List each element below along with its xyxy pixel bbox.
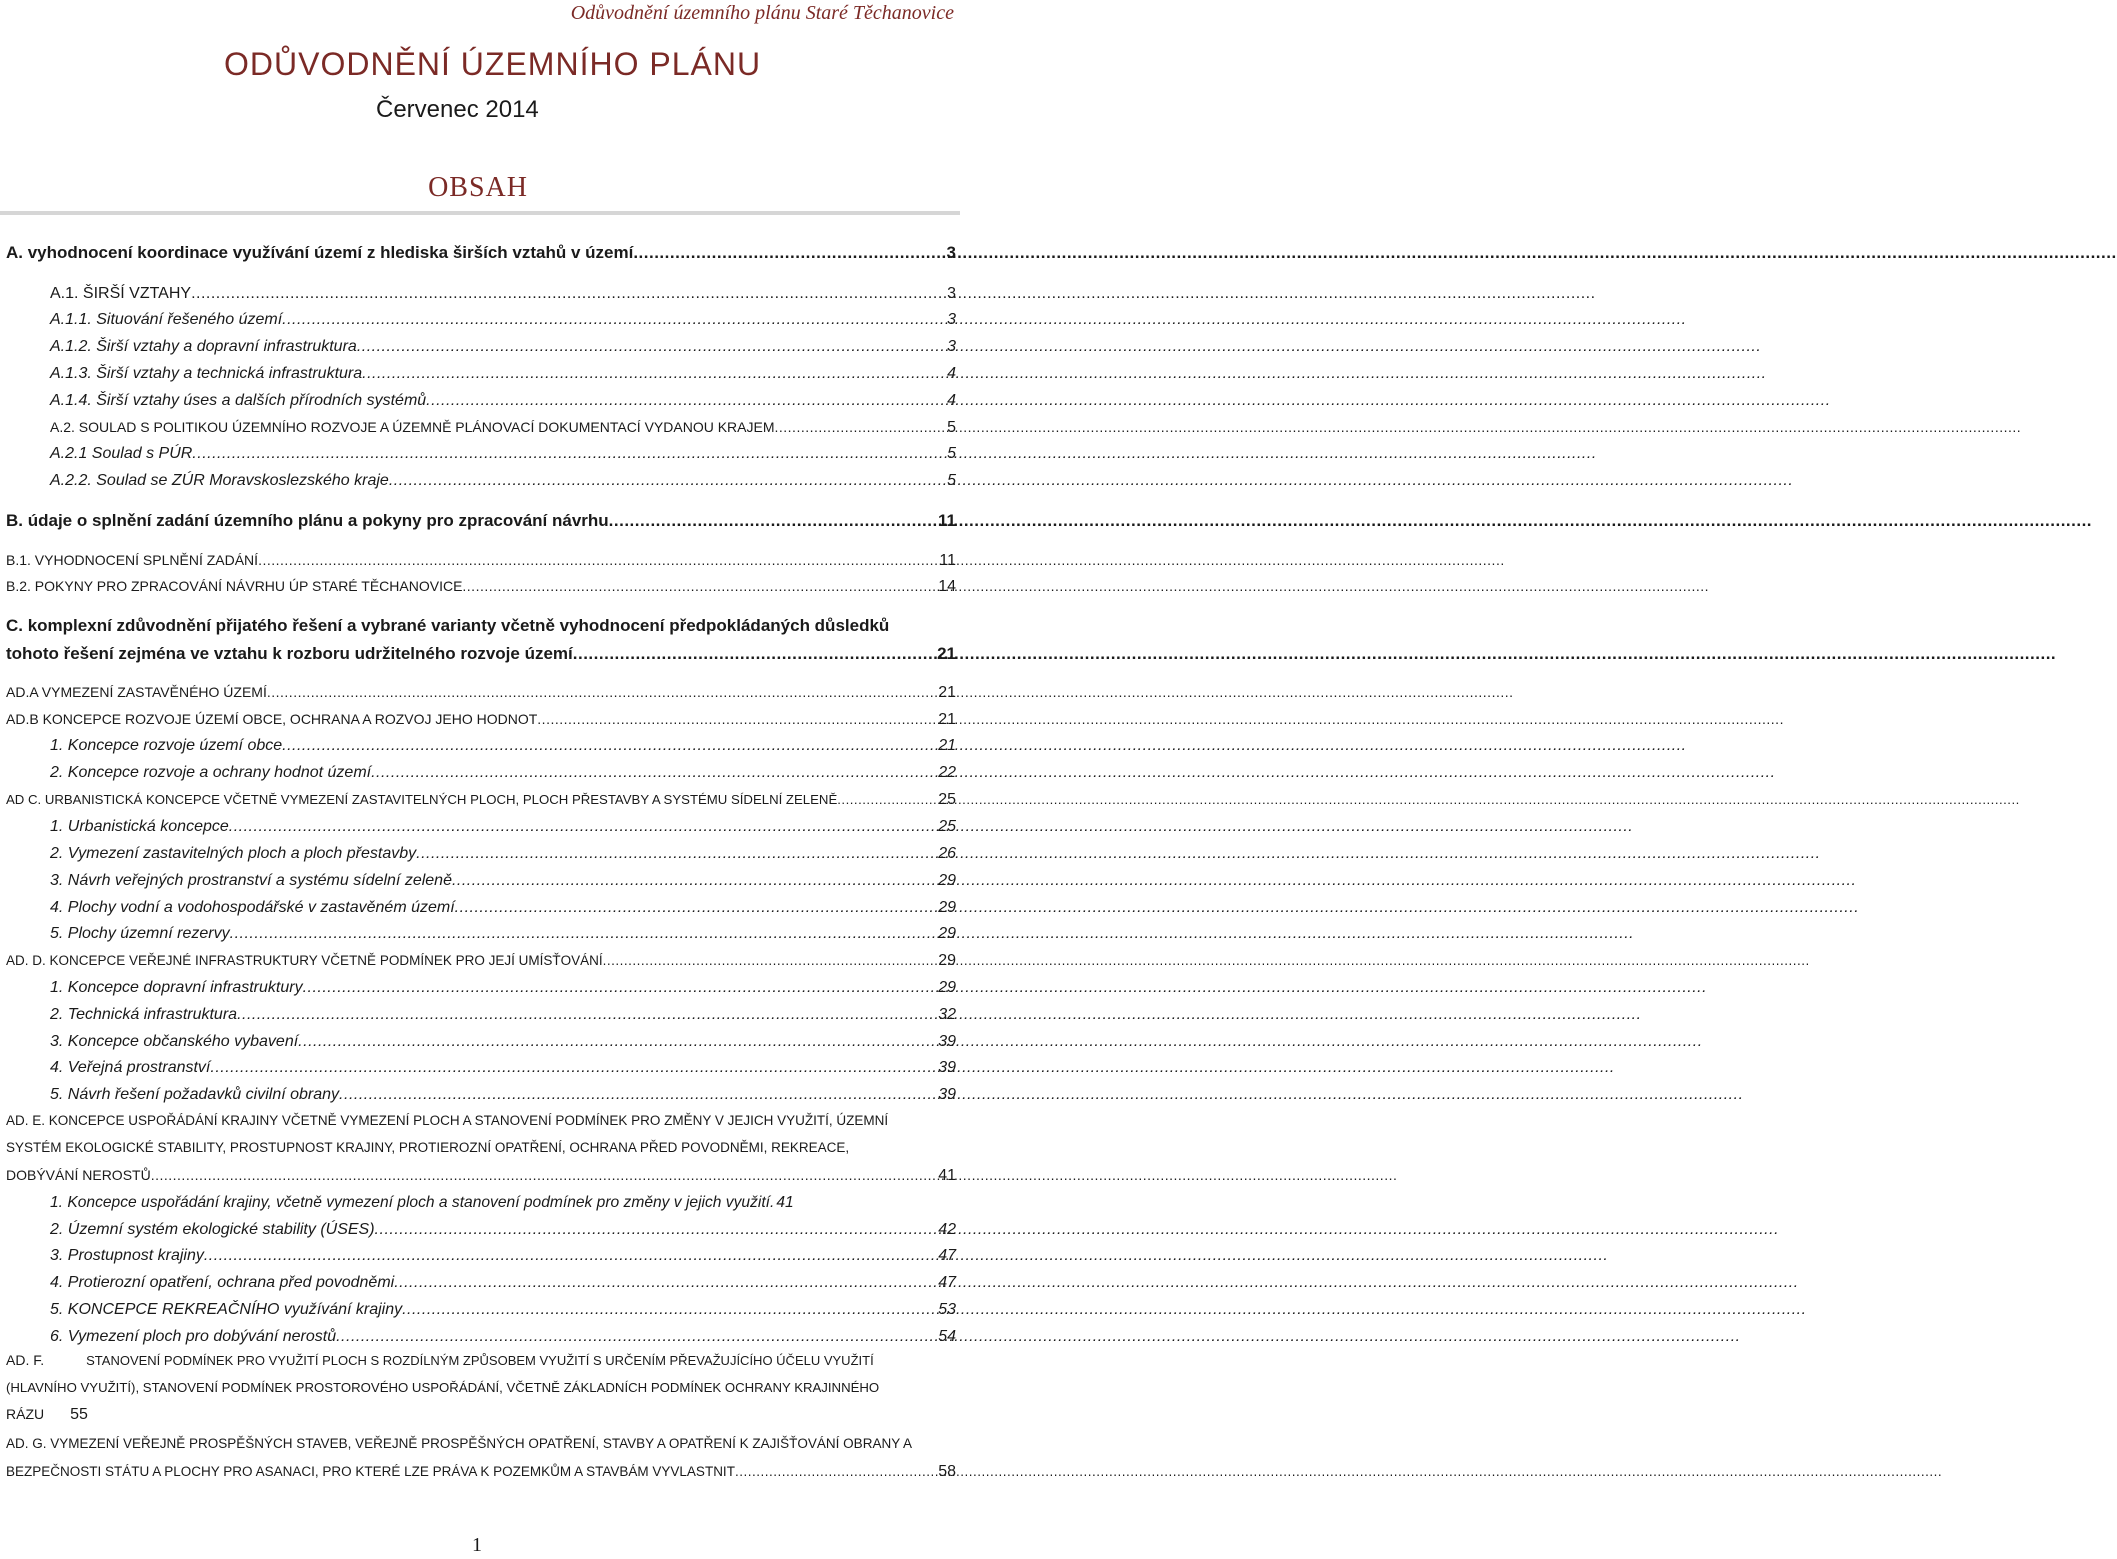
toc-entry-a14[interactable] xyxy=(50,392,956,410)
heading-rule xyxy=(0,211,960,215)
toc-entry-page: 21 xyxy=(937,644,956,663)
toc-entry-ad-d-5[interactable] xyxy=(50,1086,956,1104)
toc-entry-page: 29 xyxy=(938,925,956,942)
toc-entry-label: SYSTÉM EKOLOGICKÉ STABILITY, PROSTUPNOST KRAJINY, PROTIEROZNÍ OPATŘENÍ, OCHRANA PŘED POVODNĚMI, REKREACE, xyxy=(6,1140,850,1155)
toc-entry-label: 5. Návrh řešení požadavků civilní obrany xyxy=(50,1086,340,1103)
toc-entry-page: 58 xyxy=(938,1463,956,1480)
toc-entry-page: 21 xyxy=(938,684,956,701)
toc-entry-label: 1. Koncepce dopravní infrastruktury xyxy=(50,979,303,996)
toc-entry-ad-c-5[interactable] xyxy=(50,925,956,943)
toc-entry-label: RÁZU xyxy=(6,1406,45,1422)
toc-entry-ad-c-2[interactable] xyxy=(50,845,956,863)
toc-entry-ad-e-4[interactable] xyxy=(50,1274,956,1292)
toc-entry-ad-d-1[interactable] xyxy=(50,979,956,997)
toc-entry-ad-b[interactable] xyxy=(6,711,956,729)
toc-heading: OBSAH xyxy=(428,172,528,203)
toc-entry-ad-b-2[interactable] xyxy=(50,764,956,782)
toc-entry-b[interactable] xyxy=(6,511,956,531)
toc-entry-page: 29 xyxy=(938,899,956,916)
toc-entry-a13[interactable] xyxy=(50,365,956,383)
toc-entry-label: A.1. ŠIRŠÍ VZTAHY xyxy=(50,285,192,302)
toc-entry-page: 5 xyxy=(947,419,956,436)
toc-entry-label: A.2. SOULAD S POLITIKOU ÚZEMNÍHO ROZVOJE A ÚZEMNĚ PLÁNOVACÍ DOKUMENTACÍ VYDANOU KRAJEM xyxy=(50,419,775,435)
toc-entry-page: 21 xyxy=(938,737,956,754)
toc-entry-ad-b-1[interactable] xyxy=(50,737,956,755)
toc-entry-a21[interactable] xyxy=(50,445,956,463)
toc-entry-page: 5 xyxy=(947,472,956,489)
toc-entry-label: A.1.2. Širší vztahy a dopravní infrastruktura xyxy=(50,338,357,355)
toc-entry-label: 2. Technická infrastruktura xyxy=(50,1006,238,1023)
toc-entry-ad-c[interactable] xyxy=(6,791,956,809)
toc-entry-ad-a[interactable] xyxy=(6,684,956,702)
toc-entry-label: 1. Urbanistická koncepce xyxy=(50,818,229,835)
toc-entry-page: 41 xyxy=(776,1194,794,1211)
toc-entry-page: 29 xyxy=(938,952,956,969)
document-title: ODŮVODNĚNÍ ÚZEMNÍHO PLÁNU xyxy=(224,46,762,82)
toc-entry-a12[interactable] xyxy=(50,338,956,356)
toc-entry-page: 3 xyxy=(947,338,956,355)
toc-entry-label: C. komplexní zdůvodnění přijatého řešení a vybrané varianty včetně vyhodnocení předpokládaných důsledků xyxy=(6,616,890,635)
toc-entry-ad-d-3[interactable] xyxy=(50,1033,956,1051)
toc-entry-page: 14 xyxy=(938,578,956,595)
toc-entry-ad-e-3[interactable] xyxy=(50,1247,956,1265)
toc-entry-page: 39 xyxy=(938,1033,956,1050)
toc-entry-label: (HLAVNÍHO VYUŽITÍ), STANOVENÍ PODMÍNEK PROSTOROVÉHO USPOŘÁDÁNÍ, VČETNĚ ZÁKLADNÍCH PODMÍNEK OCHRANY KRAJINNÉHO xyxy=(6,1380,880,1395)
toc-entry-page: 39 xyxy=(938,1086,956,1103)
toc-entry-ad-d[interactable] xyxy=(6,952,956,970)
toc-entry-c[interactable] xyxy=(6,644,956,664)
toc-entry-a11[interactable] xyxy=(50,311,956,329)
toc-entry-label: B. údaje o splnění zadání územního plánu a pokyny pro zpracování návrhu xyxy=(6,511,609,530)
toc-entry-label: 3. Prostupnost krajiny xyxy=(50,1247,204,1264)
toc-entry-label: A.2.2. Soulad se ZÚR Moravskoslezského kraje xyxy=(50,472,389,489)
toc-entry-page: 25 xyxy=(938,791,956,808)
toc-entry-ad-g-line1[interactable] xyxy=(6,1436,956,1451)
toc-entry-label: 5. Plochy územní rezervy xyxy=(50,925,230,942)
toc-entry-a1[interactable] xyxy=(50,285,956,303)
toc-entry-label: 4. Plochy vodní a vodohospodářské v zastavěném území xyxy=(50,899,455,916)
toc-entry-ad-c-4[interactable] xyxy=(50,899,956,917)
toc-entry-page: 26 xyxy=(938,845,956,862)
toc-entry-page: 5 xyxy=(947,445,956,462)
toc-entry-page: 39 xyxy=(938,1059,956,1076)
toc-entry-label: 1. Koncepce uspořádání krajiny, včetně vymezení ploch a stanovení podmínek pro změny v jejich využití. xyxy=(50,1194,775,1211)
toc-entry-page: 32 xyxy=(938,1006,956,1023)
toc-entry-page: 25 xyxy=(938,818,956,835)
toc-entry-label: DOBÝVÁNÍ NEROSTŮ xyxy=(6,1167,151,1183)
toc-entry-label: 1. Koncepce rozvoje území obce xyxy=(50,737,283,754)
toc-entry-page: 3 xyxy=(947,311,956,328)
toc-entry-label: B.2. POKYNY PRO ZPRACOVÁNÍ NÁVRHU ÚP STARÉ TĚCHANOVICE xyxy=(6,578,463,594)
toc-entry-page: 47 xyxy=(938,1274,956,1291)
toc-entry-ad-e-1[interactable] xyxy=(50,1194,956,1212)
toc-entry-ad-c-1[interactable] xyxy=(50,818,956,836)
toc-entry-page: 3 xyxy=(947,285,956,302)
toc-entry-label: STANOVENÍ PODMÍNEK PRO VYUŽITÍ PLOCH S ROZDÍLNÝM ZPŮSOBEM VYUŽITÍ S URČENÍM PŘEVAŽUJÍCÍHO ÚČELU VYUŽITÍ xyxy=(86,1353,874,1368)
toc-entry-ad-f[interactable] xyxy=(6,1347,956,1428)
toc-entry-page: 55 xyxy=(70,1406,88,1423)
document-date: Červenec 2014 xyxy=(376,96,539,123)
toc-entry-label: 2. Územní systém ekologické stability (ÚSES) xyxy=(50,1221,375,1238)
toc-entry-page: 11 xyxy=(938,511,956,530)
toc-entry-page: 11 xyxy=(939,552,956,569)
toc-entry-page: 47 xyxy=(938,1247,956,1264)
toc-entry-label: A. vyhodnocení koordinace využívání území z hlediska širších vztahů v území xyxy=(6,243,634,262)
toc-entry-label: tohoto řešení zejména ve vztahu k rozboru udržitelného rozvoje území xyxy=(6,644,573,663)
running-header-title: Odůvodnění územního plánu Staré Těchanovice xyxy=(570,2,954,24)
toc-entry-ad-e-line1[interactable] xyxy=(6,1113,956,1128)
toc-entry-page: 4 xyxy=(947,365,956,382)
toc-entry-page: 54 xyxy=(938,1328,956,1345)
toc-entry-ad-e[interactable] xyxy=(6,1167,956,1185)
toc-entry-label: AD. E. KONCEPCE USPOŘÁDÁNÍ KRAJINY VČETNĚ VYMEZENÍ PLOCH A STANOVENÍ PODMÍNEK PRO ZMĚNY V JEJICH VYUŽITÍ, ÚZEMNÍ xyxy=(6,1113,889,1128)
toc-entry-ad-e-6[interactable] xyxy=(50,1328,956,1346)
toc-entry-label: A.2.1 Soulad s PÚR xyxy=(50,445,193,462)
toc-entry-label: 3. Koncepce občanského vybavení xyxy=(50,1033,299,1050)
toc-entry-label: 6. Vymezení ploch pro dobývání nerostů xyxy=(50,1328,337,1345)
toc-entry-ad-e-line2[interactable] xyxy=(6,1140,956,1155)
toc-entry-page: 41 xyxy=(938,1167,956,1184)
toc-entry-label: AD.A VYMEZENÍ ZASTAVĚNÉHO ÚZEMÍ xyxy=(6,684,267,700)
toc-entry-page: 3 xyxy=(946,243,956,262)
toc-entry-label: 4. Protierozní opatření, ochrana před povodněmi xyxy=(50,1274,395,1291)
toc-entry-label: 3. Návrh veřejných prostranství a systému sídelní zeleně xyxy=(50,872,452,889)
toc-entry-ad-d-2[interactable] xyxy=(50,1006,956,1024)
toc-entry-ad-e-2[interactable] xyxy=(50,1221,956,1239)
toc-entry-label: B.1. VYHODNOCENÍ SPLNĚNÍ ZADÁNÍ xyxy=(6,552,259,568)
toc-entry-b1[interactable] xyxy=(6,552,956,570)
toc-entry-page: 22 xyxy=(938,764,956,781)
toc-entry-page: 21 xyxy=(938,711,956,728)
toc-entry-label: A.1.3. Širší vztahy a technická infrastruktura xyxy=(50,365,363,382)
toc-entry-label: 2. Koncepce rozvoje a ochrany hodnot území xyxy=(50,764,372,781)
toc-entry-label: AD. G. VYMEZENÍ VEŘEJNĚ PROSPĚŠNÝCH STAVEB, VEŘEJNĚ PROSPĚŠNÝCH OPATŘENÍ, STAVBY A OPATŘENÍ K ZAJIŠŤOVÁNÍ OBRANY A xyxy=(6,1436,912,1451)
toc-entry-label: AD.B KONCEPCE ROZVOJE ÚZEMÍ OBCE, OCHRANA A ROZVOJ JEHO HODNOT xyxy=(6,711,538,727)
toc-entry-label: AD. D. KONCEPCE VEŘEJNÉ INFRASTRUKTURY VČETNĚ PODMÍNEK PRO JEJÍ UMÍSŤOVÁNÍ xyxy=(6,953,603,968)
toc-entry-page: 29 xyxy=(938,979,956,996)
page-number: 1 xyxy=(472,1534,482,1556)
toc-entry-page: 53 xyxy=(938,1301,956,1318)
toc-entry-label: 4. Veřejná prostranství xyxy=(50,1059,211,1076)
toc-entry-label: 2. Vymezení zastavitelných ploch a ploch přestavby xyxy=(50,845,417,862)
toc-entry-label: A.1.1. Situování řešeného území xyxy=(50,311,283,328)
toc-entry-label: AD C. URBANISTICKÁ KONCEPCE VČETNĚ VYMEZENÍ ZASTAVITELNÝCH PLOCH, PLOCH PŘESTAVBY A SYSTÉMU SÍDELNÍ ZELENĚ xyxy=(6,792,838,807)
toc-entry-ad-e-5[interactable] xyxy=(50,1301,956,1319)
toc-entry-page: 42 xyxy=(938,1221,956,1238)
toc-entry-ad-c-3[interactable] xyxy=(50,872,956,890)
toc-entry-a2[interactable] xyxy=(50,419,956,437)
toc-entry-label: 5. KONCEPCE REKREAČNÍHO využívání krajiny xyxy=(50,1301,403,1318)
toc-entry-prefix: AD. F. xyxy=(6,1352,45,1368)
toc-entry-label: A.1.4. Širší vztahy úses a dalších přírodních systémů xyxy=(50,392,427,409)
toc-entry-ad-d-4[interactable] xyxy=(50,1059,956,1077)
toc-entry-page: 4 xyxy=(947,392,956,409)
toc-entry-b2[interactable] xyxy=(6,578,956,596)
toc-entry-ad-g[interactable] xyxy=(6,1463,956,1481)
toc-entry-label: BEZPEČNOSTI STÁTU A PLOCHY PRO ASANACI, PRO KTERÉ LZE PRÁVA K POZEMKŮM A STAVBÁM VYVLASTNIT xyxy=(6,1464,735,1479)
toc-entry-c-line1[interactable] xyxy=(6,616,956,636)
toc-entry-page: 29 xyxy=(938,872,956,889)
toc-entry-a[interactable] xyxy=(6,243,956,263)
toc-entry-a22[interactable] xyxy=(50,472,956,490)
